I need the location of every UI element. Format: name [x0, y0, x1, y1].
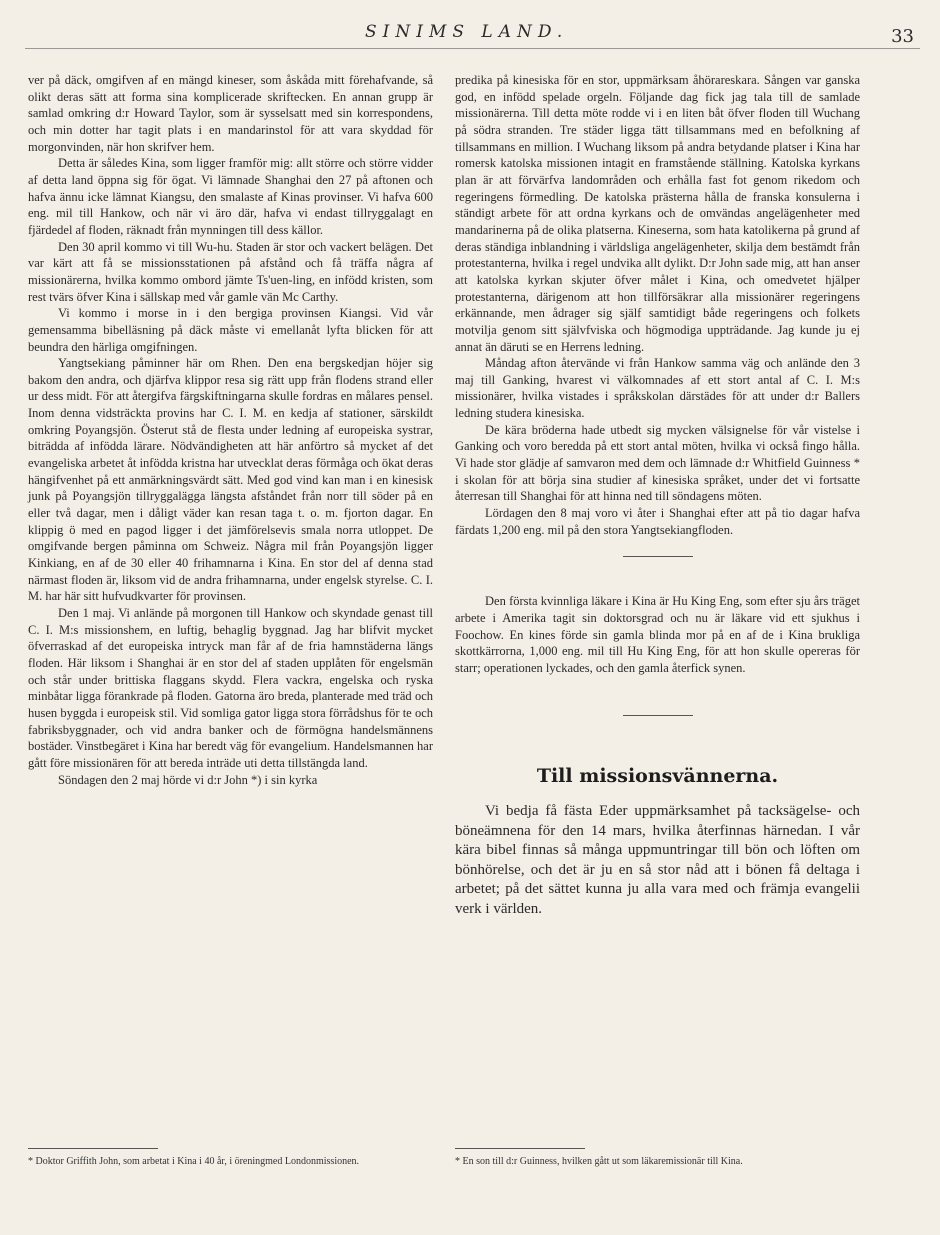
section-heading: Till missionsvännerna.: [536, 764, 779, 787]
footnote-text: * Doktor Griffith John, som arbetat i Kina i 40 år, i öreningmed Londonmissionen.: [28, 1156, 360, 1167]
footnote-left: [28, 1148, 433, 1168]
paragraph: Lördagen den 8 maj voro vi åter i Shanghai efter att på tio dagar hafva färdats 1,200 eng. mil på den stora Yangtsekiangfloden.: [455, 506, 860, 537]
paragraph: Den 30 april kommo vi till Wu-hu. Staden är stor och vackert belägen. Det var kärt att få se missionsstationen på afstånd och få träffa några af missionärerna, hvilka kommo ombord jämte Ts'uen-ling, en infödd kristen, som rest tvärs öfver Kina i sällskap med vår gamle vän Mc Carthy.: [28, 239, 433, 304]
notice-paragraph: Den första kvinnliga läkare i Kina är Hu King Eng, som efter sju års träget arbete i Amerika tagit sin doktorsgrad och nu är läkare vid ett sjukhus i Foochow. En kines förde sin gamla blinda mor på en af de i Kina brukliga skottkärrorna, 1,000 eng. mil till Hu King Eng, för att hon skulle opereras för starr; operationen lyckades, och den gamla återfick synen.: [455, 594, 860, 675]
paragraph: Söndagen den 2 maj hörde vi d:r John *) i sin kyrka: [58, 772, 318, 787]
page-number: 33: [891, 26, 914, 47]
footnote-rule: [28, 1148, 158, 1149]
left-column: [28, 72, 433, 788]
running-title: SINIMS LAND.: [365, 22, 569, 42]
paragraph: Yangtsekiang påminner här om Rhen. Den ena bergskedjan höjer sig bakom den andra, och djärfva klippor resa sig rätt upp från flodens strand eller ur dess midt. För att återgifva färgskiftningarna skulle fordras en målares pensel. Inom denna vidsträckta provins har C. I. M. en kedja af stationer, särskildt omkring Poyangsjön. Österut stå de flesta under ledning af europeiska systrar, biträdda af infödda lärare. Nödvändigheten att här anförtro så mycket af det evangeliska arbetet åt infödda kristna har utvecklat deras förmåga och ökat deras hängifvenhet på ett anmärkningsvärdt sätt. Med god vind kan man i en kinesisk junk på Poyangsjön tillryggalägga längsta afståndet från norr till söder på en eller två dagar, men i dåligt väder kan resan taga t. o. m. fjorton dagar. En klippig ö med en pagod ligger i det jämförelsevis smala norra utloppet. De omgifvande bergen påminna om Schweiz. Några mil från Poyangsjön ligger Kinkiang, en af de 30 eller 40 frihamnarna i Kina. En stor del af denna stad närmast floden är, liksom vid de andra frihamnarna, under engelsk styrelse. C. I. M. har här sitt hufvudkvarter för provinsen.: [28, 356, 433, 604]
header-rule: [25, 48, 920, 49]
paragraph: ver på däck, omgifven af en mängd kineser, som åskåda mitt förehafvande, så olikt deras sätt att forma sina komplicerade skriftecken. En annan grupp är samlad omkring d:r Howard Taylor, som är sysselsatt med sin korrespondens, och min dotter har tagit plats i en mandarinstol för att vara skyddad för morgonvinden, när hon skrifver hem.: [28, 73, 433, 154]
section-paragraph: Vi bedja få fästa Eder uppmärksamhet på tacksägelse- och böneämnena för den 14 mars, hvilka återfinnas härnedan. I vår kära bibel finnas så många uppmuntringar till bön och löften om bönhörelse, och det är ju en så stor nåd att i bönen få deltaga i arbetet; på det sättet kunna ju alla vara med och främja evangelii verk i världen.: [455, 803, 860, 917]
right-column: [455, 72, 860, 919]
section-body: [455, 802, 860, 919]
paragraph: predika på kinesiska för en stor, uppmärksam åhörareskara. Sången var ganska god, en infödd spelade orgeln. Följande dag fick jag tala till de samlade missionärerna. Till detta möte rodde vi i en liten båt öfver floden till Wuchang på södra stranden. Tre städer ligga tätt tillsammans med en befolkning af tillsammans en million. I Wuchang liksom på andra betydande platser i Kina har romersk katolska missionen intagit en framstående ställning. Katolska kyrkans plan är att förvärfva landområden och erhålla fast fot genom rikedom och regeringens förmedling. De katolska prästerna hålla de franska konsulerna i ständigt arbete för att ordna kyrkans och de omvändas angelägenheter med mandarinerna på de olika platserna. Kineserna, som hata katolikerna på grund af deras ständiga inblandning i världsliga angelägenheter, skilja dem bestämdt från protestanterna, hvilka i regel undvika allt dylikt. D:r John sade mig, att han anser att katolska kyrkan skjuter öfver målet i Kina, och omedvetet hjälper protestanterna, därigenom att hon tillförsäkrar alla missionärer regeringens erkännande, men ådrager sig själf samtidigt både regeringens och folkets motvilja genom sitt självfviska och högmodiga uppträdande. Jag kunde ju ej annat än däruti se en Herrens ledning.: [455, 73, 860, 354]
page-header: [25, 20, 920, 50]
footnote-text: * En son till d:r Guinness, hvilken gått ut som läkaremissionär till Kina.: [455, 1156, 743, 1167]
separator: [623, 715, 693, 716]
paragraph: Detta är således Kina, som ligger framför mig: allt större och större vidder af detta land öppna sig för ögat. Vi lämnade Shanghai den 27 på aftonen och hafva ännu icke lämnat Kiangsu, den smalaste af Kinas provinser. Vi hafva 600 eng. mil till Hankow, och när vi äro där, hafva vi endast tillryggalagt en fjärdedel af floden, räknadt från mynningen till dess källor.: [28, 156, 433, 237]
footnote-right: [455, 1148, 860, 1168]
paragraph: De kära bröderna hade utbedt sig mycken välsignelse för vår vistelse i Ganking och voro beredda på ett stort antal möten, hvilka vi också fingo hålla. Vi hade stor glädje af samvaron med dem och lämnade d:r Whitfield Guinness * i skolan för att börja sina studier af kinesiska språket, under det vi fortsatte återresan till Shanghai för att hinna ned till söndagens möten.: [455, 422, 860, 504]
separator: [623, 556, 693, 557]
paragraph: Den 1 maj. Vi anlände på morgonen till Hankow och skyndade genast till C. I. M:s missionshem, en luftig, behaglig byggnad. Jag har blifvit mycket öfverraskad af det europeiska intryck man får af de fria hamnstäderna längs floden. Här liksom i Shanghai är en stor del af staden upplåten för engelsmän och står under brittiska flaggans skydd. Flera vackra, engelska och ryska minbåtar ligga förankrade på floden. Gatorna äro breda, planterade med träd och husen byggda i europeisk stil. Vid somliga gator ligga stora förrådshus för te och fabriksbyggnader, och vid andra banker och de förmögna handelsmännens bostäder. Vinstbegäret i Kina har beredt väg för evangelium. Handelsmannen har gått före missionären för att bereda inträde uti detta tillstängda land.: [28, 606, 433, 770]
footnote-rule: [455, 1148, 585, 1149]
paragraph: Måndag afton återvände vi från Hankow samma väg och anlände den 3 maj till Ganking, hvarest vi välkomnades af ett stort antal af C. I. M:s missionärer, hvilka vistades i språkskolan därstädes för att under d:r Ballers ledning studera kinesiska.: [455, 356, 860, 421]
paragraph: Vi kommo i morse in i den bergiga provinsen Kiangsi. Vid vår gemensamma bibelläsning på däck måste vi emellanåt lyfta blicken för att beundra den härliga omgifningen.: [28, 306, 433, 354]
